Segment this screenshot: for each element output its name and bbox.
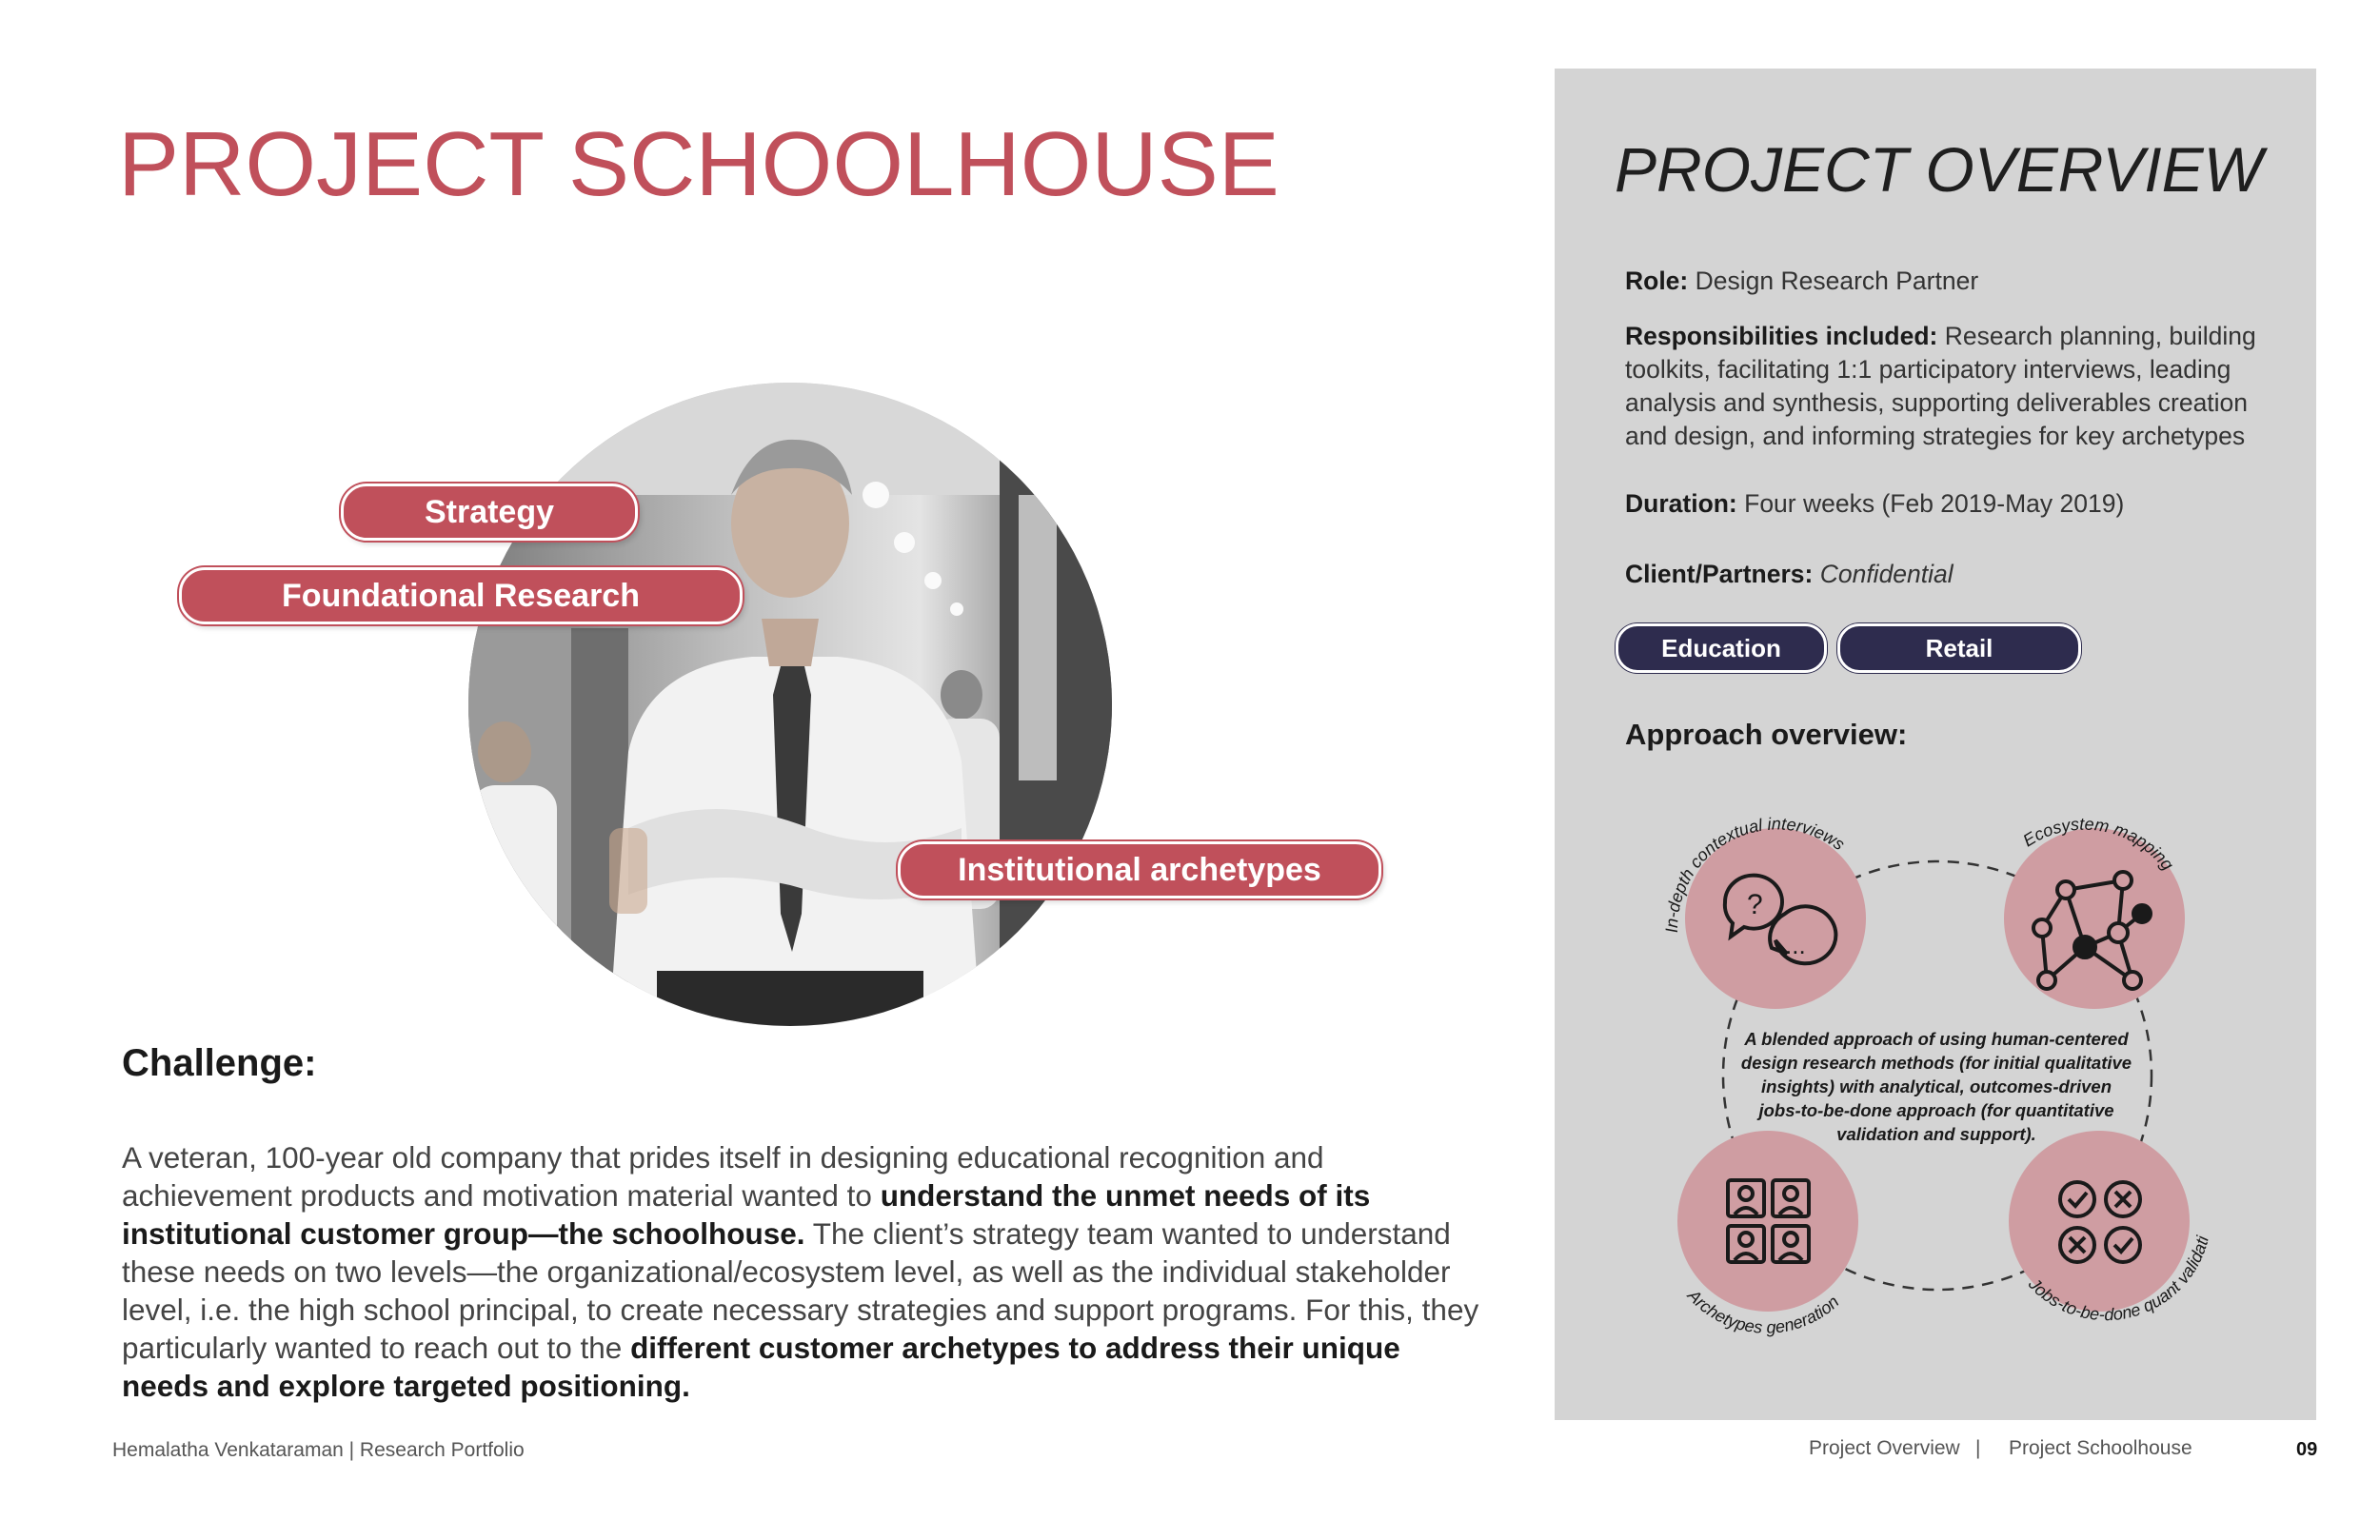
approach-heading: Approach overview:	[1625, 718, 1908, 751]
tag-institutional-archetypes: Institutional archetypes	[898, 841, 1381, 898]
tag-foundational-research: Foundational Research	[179, 567, 743, 624]
svg-text:jobs-to-be-done approach (for: jobs-to-be-done approach (for quantitative	[1758, 1100, 2114, 1120]
responsibilities-line: Responsibilities included: Research planning, building toolkits, facilitating 1:1 participatory interviews, leading analysis and synthesis, supporting deliverables creation and design, and informing strategies for key archetypes	[1625, 322, 2256, 450]
overview-title: PROJECT OVERVIEW	[1615, 134, 2263, 205]
svg-text:design research methods (for i: design research methods (for initial qualitative	[1740, 1053, 2132, 1073]
label-validation: Jobs-to-be-done quant validati	[2025, 1234, 2212, 1325]
center-description	[1741, 1029, 2132, 1144]
page-title: PROJECT SCHOOLHOUSE	[118, 113, 1279, 215]
footer-section-link[interactable]: Project Overview	[1809, 1437, 1960, 1459]
approach-diagram	[1618, 790, 2247, 1361]
label-ecosystem: Ecosystem mapping	[2019, 814, 2178, 874]
label-archetypes: Archetypes generation	[1683, 1285, 1843, 1337]
challenge-heading: Challenge:	[122, 1042, 317, 1084]
duration-line: Duration: Four weeks (Feb 2019-May 2019)	[1625, 489, 2125, 518]
tag-retail: Retail	[1837, 623, 2081, 673]
page-number: 09	[2296, 1439, 2318, 1460]
footer-separator: |	[1975, 1437, 1981, 1459]
archetypes-circle	[1677, 1131, 1858, 1312]
svg-text:insights) with analytical, out: insights) with analytical, outcomes-driven	[1760, 1076, 2112, 1096]
label-interviews: In-depth contextual interviews	[1661, 814, 1849, 934]
svg-text:validation and support).: validation and support).	[1836, 1124, 2036, 1144]
client-line: Client/Partners: Confidential	[1625, 560, 1954, 588]
svg-text:?: ?	[1747, 889, 1763, 920]
footer-author: Hemalatha Venkataraman | Research Portfolio	[112, 1439, 525, 1461]
footer-project-link[interactable]: Project Schoolhouse	[2009, 1437, 2192, 1459]
tag-strategy: Strategy	[341, 484, 638, 541]
challenge-text: A veteran, 100-year old company that prides itself in designing educational recognition and achievement products and motivation material wanted to understand the unmet needs of its institutional customer group—the schoolhouse. The client’s strategy team wanted to understand these needs on two levels—the organizational/ecosystem level, as well as the individual stakeholder level, i.e. the high school principal, to create necessary strategies and support programs. For this, they particularly wanted to reach out to the different customer archetypes to address their unique needs and explore targeted positioning.	[122, 1140, 1479, 1403]
svg-text:A blended approach of using hu: A blended approach of using human-centered	[1744, 1029, 2129, 1049]
tag-education: Education	[1616, 623, 1827, 673]
role-line: Role: Design Research Partner	[1625, 267, 1979, 295]
principal-photo	[466, 381, 1114, 1028]
svg-text:...: ...	[1785, 931, 1806, 959]
